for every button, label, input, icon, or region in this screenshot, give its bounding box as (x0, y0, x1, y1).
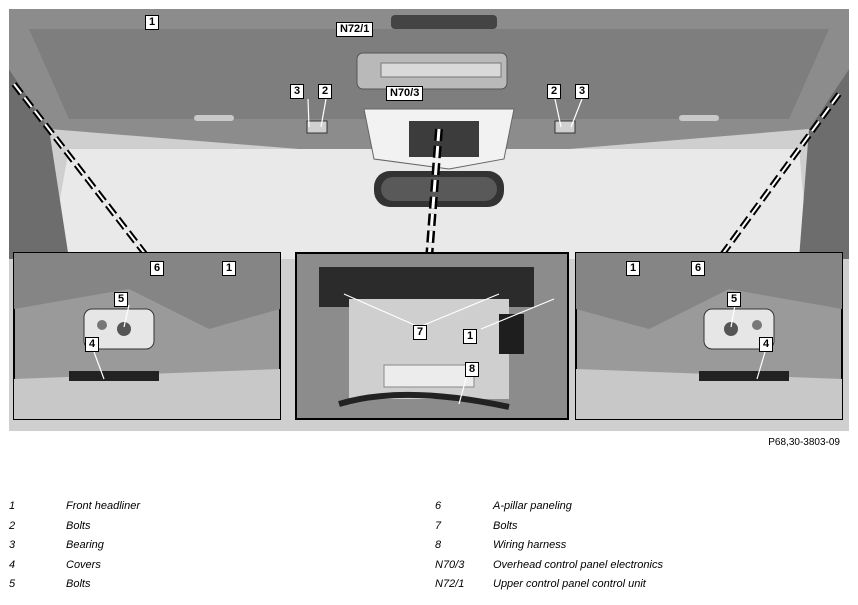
legend-number: N70/3 (435, 558, 465, 571)
callout-4-right-inset: 4 (759, 337, 773, 352)
callout-3-left: 3 (290, 84, 304, 99)
legend-number: 4 (9, 558, 16, 571)
legend-number: 6 (435, 500, 442, 512)
callout-2-right: 2 (547, 84, 561, 99)
legend-number: 3 (9, 539, 16, 551)
left-inset (14, 253, 280, 419)
callout-7-middle-inset: 7 (413, 325, 427, 340)
callout-n70-3: N70/3 (386, 86, 423, 101)
legend-description: Bolts (66, 578, 91, 590)
legend-number: N72/1 (435, 578, 465, 590)
legend-description: Front headliner (66, 500, 140, 512)
legend-description: Bolts (493, 519, 518, 532)
figure-code: P68,30-3803-09 (768, 437, 840, 448)
legend-description: Upper control panel control unit (493, 578, 646, 590)
legend-number: 5 (9, 578, 16, 590)
callout-5-right-inset: 5 (727, 292, 741, 307)
callout-6-right-inset: 6 (691, 261, 705, 276)
callout-n72-1: N72/1 (336, 22, 373, 37)
callout-3-right: 3 (575, 84, 589, 99)
callout-1-left-inset: 1 (222, 261, 236, 276)
right-inset (576, 253, 842, 419)
callout-2-left: 2 (318, 84, 332, 99)
callout-8-middle-inset: 8 (465, 362, 479, 377)
legend-description: Covers (66, 558, 101, 571)
callout-1-top: 1 (145, 15, 159, 30)
legend-description: Bolts (66, 519, 91, 532)
callout-5-left-inset: 5 (114, 292, 128, 307)
legend-description: Bearing (66, 539, 104, 551)
callout-6-left-inset: 6 (150, 261, 164, 276)
legend-description: Overhead control panel electronics (493, 558, 663, 571)
middle-inset (296, 253, 568, 419)
legend-number: 1 (9, 500, 16, 512)
callout-4-left-inset: 4 (85, 337, 99, 352)
headliner-photo-drawing (9, 9, 849, 431)
legend-number: 2 (9, 519, 16, 532)
legend-description: A-pillar paneling (493, 500, 572, 512)
callout-1-right-inset: 1 (626, 261, 640, 276)
legend-number: 7 (435, 519, 442, 532)
callout-1-middle-inset: 1 (463, 329, 477, 344)
legend (0, 500, 858, 605)
technical-illustration (9, 9, 849, 431)
legend-description: Wiring harness (493, 539, 567, 551)
legend-number: 8 (435, 539, 442, 551)
